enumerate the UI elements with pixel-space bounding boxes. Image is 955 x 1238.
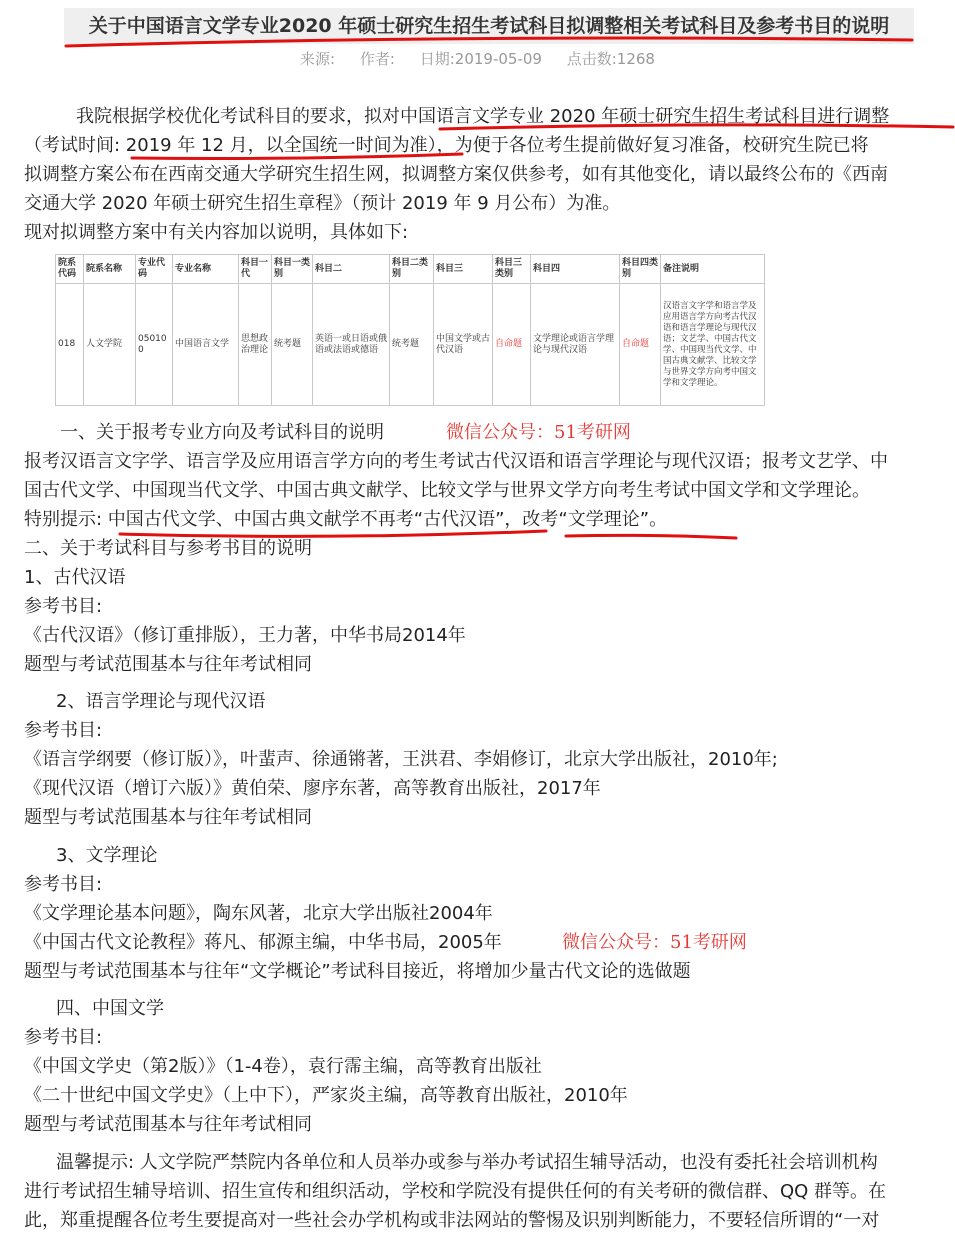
article-title: 关于中国语言文学专业2020 年硕士研究生招生考试科目拟调整相关考试科目及参考书目的说明 (88, 15, 890, 37)
table-cell: 中国语言文学 (173, 284, 239, 406)
article-meta (0, 48, 955, 69)
sub2-book-1: 《语言学纲要（修订版）》，叶蜚声、徐通锵著，王洪君、李娟修订，北京大学出版社，2010年; (24, 749, 778, 770)
table-header: 科目一类别 (272, 255, 313, 284)
table-cell: 统考题 (390, 284, 434, 406)
intro-line-1: 我院根据学校优化考试科目的要求，拟对中国语言文学专业 2020 年硕士研究生招生考试科目进行调整 (76, 106, 890, 127)
table-header: 备注说明 (661, 255, 765, 284)
table-header: 科目一代 (239, 255, 272, 284)
sub1-book-1: 《古代汉语》（修订重排版），王力著，中华书局2014年 (24, 625, 466, 646)
section1-line-1: 报考汉语言文字学、语言学及应用语言学方向的考生考试古代汉语和语言学理论与现代汉语；报考文艺学、中 (24, 451, 888, 472)
date-label: 日期:2019-05-09 (419, 50, 542, 68)
table-header: 专业名称 (173, 255, 239, 284)
table-cell: 自命题 (620, 284, 661, 406)
sub3-title: 3、文学理论 (56, 845, 158, 866)
sub3-book-2: 《中国古代文论教程》蒋凡、郁源主编，中华书局，2005年 (24, 932, 502, 953)
table-cell: 050100 (136, 284, 173, 406)
sub2-ref-label: 参考书目: (24, 720, 103, 741)
sub2-note: 题型与考试范围基本与往年考试相同 (24, 807, 312, 828)
watermark-text: 微信公众号：51考研网 (446, 422, 631, 443)
table-cell: 018 (56, 284, 84, 406)
reminder-line-2: 进行考试招生辅导培训、招生宣传和组织活动，学校和学院没有提供任何的有关考研的微信群、QQ 群等。在 (24, 1181, 887, 1202)
sub3-book-1: 《文学理论基本问题》，陶东风著，北京大学出版社2004年 (24, 903, 493, 924)
table-header: 院系代码 (56, 255, 84, 284)
author-label: 作者: (359, 50, 395, 68)
sub2-book-2: 《现代汉语（增订六版）》黄伯荣、廖序东著，高等教育出版社，2017年 (24, 778, 601, 799)
sub1-title: 1、古代汉语 (24, 567, 126, 588)
table-header: 科目三类别 (493, 255, 531, 284)
section1-line-3: 特别提示: 中国古代文学、中国古典文献学不再考“古代汉语”，改考“文学理论”。 (24, 509, 668, 530)
table-cell: 中国文学或古代汉语 (434, 284, 493, 406)
intro-line-3: 拟调整方案公布在西南交通大学研究生招生网，拟调整方案仅供参考，如有其他变化，请以最终公布的《西南 (24, 164, 888, 185)
table-header: 院系名称 (84, 255, 136, 284)
watermark-text: 微信公众号：51考研网 (562, 932, 747, 953)
table-cell: 统考题 (272, 284, 313, 406)
source-label: 来源: (300, 50, 336, 68)
section1-heading: 一、关于报考专业方向及考试科目的说明 (60, 422, 384, 443)
table-header: 科目三 (434, 255, 493, 284)
table-cell: 文学理论或语言学理论与现代汉语 (531, 284, 620, 406)
table-header-row (56, 255, 765, 284)
notice-underline-mark-2 (566, 535, 736, 538)
table-header: 科目二类别 (390, 255, 434, 284)
click-count: 点击数:1268 (566, 50, 655, 68)
table-header: 专业代码 (136, 255, 173, 284)
table-cell-note: 汉语言文字学和语言学及应用语言学方向考古代汉语和语言学理论与现代汉语；文艺学、中国古代文学、中国现当代文学、中国古典文献学、比较文学与世界文学方向考中国文学和文学理论。 (661, 284, 765, 406)
sub4-note: 题型与考试范围基本与往年考试相同 (24, 1114, 312, 1135)
intro-line-5: 现对拟调整方案中有关内容加以说明，具体如下: (24, 222, 409, 243)
intro-line-4: 交通大学 2020 年硕士研究生招生章程》（预计 2019 年 9 月公布）为准。 (24, 193, 621, 214)
sub1-ref-label: 参考书目: (24, 596, 103, 617)
table-header: 科目四 (531, 255, 620, 284)
table-row (56, 284, 765, 406)
sub3-note: 题型与考试范围基本与往年“文学概论”考试科目接近，将增加少量古代文论的选做题 (24, 961, 691, 982)
reminder-line-1: 温馨提示: 人文学院严禁院内各单位和人员举办或参与举办考试招生辅导活动，也没有委托社会培训机构 (56, 1152, 878, 1173)
table-cell: 人文学院 (84, 284, 136, 406)
table-header: 科目二 (313, 255, 390, 284)
title-bar (64, 8, 914, 44)
table-cell: 英语一或日语或俄语或法语或德语 (313, 284, 390, 406)
table-header: 科目四类别 (620, 255, 661, 284)
section2-heading: 二、关于考试科目与参考书目的说明 (24, 538, 312, 559)
reminder-line-3: 此，郑重提醒各位考生要提高对一些社会办学机构或非法网站的警惕及识别判断能力，不要轻信所谓的“一对 (24, 1210, 880, 1231)
exam-subject-table (55, 254, 764, 406)
intro-line-2: （考试时间: 2019 年 12 月，以全国统一时间为准），为便于各位考生提前做好复习准备，校研究生院已将 (24, 135, 869, 156)
section1-line-2: 国古代文学、中国现当代文学、中国古典文献学、比较文学与世界文学方向考生考试中国文学和文学理论。 (24, 480, 870, 501)
sub4-title: 四、中国文学 (56, 998, 164, 1019)
sub2-title: 2、语言学理论与现代汉语 (56, 691, 266, 712)
sub3-ref-label: 参考书目: (24, 874, 103, 895)
sub1-note: 题型与考试范围基本与往年考试相同 (24, 654, 312, 675)
table-cell: 自命题 (493, 284, 531, 406)
table-cell: 思想政治理论 (239, 284, 272, 406)
sub4-ref-label: 参考书目: (24, 1027, 103, 1048)
sub4-book-2: 《二十世纪中国文学史》（上中下），严家炎主编，高等教育出版社，2010年 (24, 1085, 628, 1106)
sub4-book-1: 《中国文学史（第2版）》（1-4卷），袁行霈主编，高等教育出版社 (24, 1056, 542, 1077)
